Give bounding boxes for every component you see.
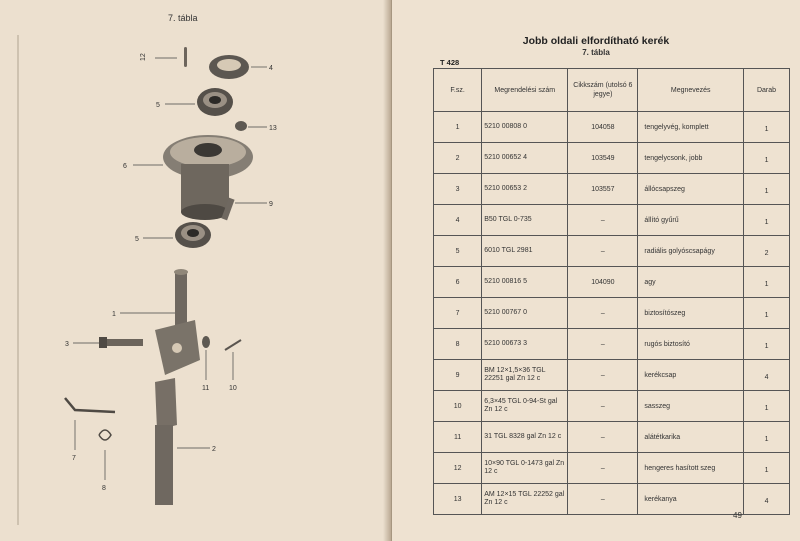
- part-13-nut: [235, 121, 267, 131]
- cell-part-name: kerékanya: [638, 484, 744, 515]
- cell-order-number: 10×90 TGL 0-1473 gal Zn 12 c: [482, 453, 568, 484]
- cell-quantity: 1: [744, 112, 790, 143]
- part-2-stub-axle: [155, 378, 210, 505]
- cell-article-number: 103549: [568, 143, 638, 174]
- cell-order-number: B50 TGL 0-735: [482, 205, 568, 236]
- cell-quantity: 1: [744, 298, 790, 329]
- cell-order-number: 31 TGL 8328 gal Zn 12 c: [482, 422, 568, 453]
- cell-part-name: alátétkarika: [638, 422, 744, 453]
- table-row: [434, 360, 790, 391]
- cell-fsz: 9: [434, 360, 482, 391]
- cell-fsz: 5: [434, 236, 482, 267]
- cell-order-number: 5210 00816 5: [482, 267, 568, 298]
- cell-order-number: AM 12×15 TGL 22252 gal Zn 12 c: [482, 484, 568, 515]
- part-8-spring-clip: [99, 430, 111, 480]
- callout-7: 7: [72, 455, 76, 462]
- cell-part-name: kerékcsap: [638, 360, 744, 391]
- table-header-row: [434, 69, 790, 112]
- cell-part-name: állócsapszeg: [638, 174, 744, 205]
- cell-order-number: 5210 00808 0: [482, 112, 568, 143]
- col-header-name: Megnevezés: [638, 69, 744, 112]
- left-page-title: 7. tábla: [168, 13, 198, 23]
- cell-quantity: 4: [744, 484, 790, 515]
- table-row: [434, 174, 790, 205]
- callout-8: 8: [102, 485, 106, 492]
- part-5-bearing-upper: [165, 88, 233, 116]
- cell-quantity: 1: [744, 174, 790, 205]
- cell-part-name: tengelyvég, komplett: [638, 112, 744, 143]
- cell-fsz: 8: [434, 329, 482, 360]
- part-1-axle-end: [120, 269, 200, 375]
- cell-article-number: –: [568, 391, 638, 422]
- callout-13: 13: [269, 125, 277, 132]
- parts-table: [433, 68, 790, 506]
- table-row: [434, 329, 790, 360]
- callout-11: 11: [202, 385, 210, 392]
- table-row: [434, 422, 790, 453]
- part-7-locking-pin: [65, 398, 115, 450]
- callout-2: 2: [212, 446, 216, 453]
- col-header-article: Cikkszám (utolsó 6 jegye): [568, 69, 638, 112]
- col-header-order: Megrendelési szám: [482, 69, 568, 112]
- callout-5a: 5: [156, 102, 160, 109]
- cell-quantity: 1: [744, 267, 790, 298]
- cell-fsz: 6: [434, 267, 482, 298]
- cell-part-name: rugós biztosító: [638, 329, 744, 360]
- cell-part-name: agy: [638, 267, 744, 298]
- table-row: [434, 205, 790, 236]
- callout-10: 10: [229, 385, 237, 392]
- table-row: [434, 484, 790, 515]
- cell-fsz: 4: [434, 205, 482, 236]
- cell-article-number: 104058: [568, 112, 638, 143]
- exploded-parts-diagram: [15, 30, 380, 530]
- cell-article-number: –: [568, 329, 638, 360]
- callout-3: 3: [65, 341, 69, 348]
- part-3-bolt: [73, 337, 143, 348]
- right-page: [392, 0, 800, 541]
- cell-article-number: –: [568, 360, 638, 391]
- cell-article-number: 103557: [568, 174, 638, 205]
- table-row: [434, 267, 790, 298]
- table-code: T 428: [440, 58, 460, 67]
- callout-4: 4: [269, 65, 273, 72]
- part-5-bearing-lower: [143, 222, 211, 248]
- cell-article-number: –: [568, 236, 638, 267]
- callout-6: 6: [123, 163, 127, 170]
- callout-5b: 5: [135, 236, 139, 243]
- cell-quantity: 1: [744, 329, 790, 360]
- cell-quantity: 1: [744, 453, 790, 484]
- part-12-pin: [155, 47, 187, 67]
- part-4-ring: [209, 55, 267, 79]
- cell-part-name: sasszeg: [638, 391, 744, 422]
- cell-article-number: –: [568, 422, 638, 453]
- cell-part-name: radiális golyóscsapágy: [638, 236, 744, 267]
- table-row: [434, 236, 790, 267]
- page-number: 49: [733, 511, 742, 520]
- cell-part-name: tengelycsonk, jobb: [638, 143, 744, 174]
- cell-fsz: 13: [434, 484, 482, 515]
- cell-article-number: –: [568, 453, 638, 484]
- part-9-stud: [221, 198, 267, 221]
- part-10-cotter: [225, 340, 241, 380]
- part-11-washer: [202, 336, 210, 380]
- cell-article-number: 104090: [568, 267, 638, 298]
- cell-part-name: hengeres hasított szeg: [638, 453, 744, 484]
- cell-part-name: állító gyűrű: [638, 205, 744, 236]
- cell-order-number: BM 12×1,5×36 TGL 22251 gal Zn 12 c: [482, 360, 568, 391]
- cell-article-number: –: [568, 298, 638, 329]
- table-row: [434, 143, 790, 174]
- part-6-hub: [133, 135, 253, 220]
- col-header-qty: Darab: [744, 69, 790, 112]
- cell-article-number: –: [568, 484, 638, 515]
- table-row: [434, 298, 790, 329]
- table-row: [434, 112, 790, 143]
- cell-fsz: 2: [434, 143, 482, 174]
- cell-part-name: biztosítószeg: [638, 298, 744, 329]
- callout-12: 12: [140, 53, 147, 61]
- cell-fsz: 1: [434, 112, 482, 143]
- cell-order-number: 5210 00767 0: [482, 298, 568, 329]
- cell-quantity: 1: [744, 422, 790, 453]
- cell-order-number: 5210 00673 3: [482, 329, 568, 360]
- cell-order-number: 6010 TGL 2981: [482, 236, 568, 267]
- cell-order-number: 6,3×45 TGL 0-94-St gal Zn 12 c: [482, 391, 568, 422]
- callout-1: 1: [112, 311, 116, 318]
- cell-order-number: 5210 00652 4: [482, 143, 568, 174]
- table-row: [434, 391, 790, 422]
- cell-fsz: 11: [434, 422, 482, 453]
- table-row: [434, 453, 790, 484]
- cell-order-number: 5210 00653 2: [482, 174, 568, 205]
- right-page-subtitle: 7. tábla: [582, 48, 610, 57]
- cell-quantity: 1: [744, 391, 790, 422]
- cell-quantity: 4: [744, 360, 790, 391]
- left-page: [0, 0, 392, 541]
- cell-quantity: 2: [744, 236, 790, 267]
- col-header-fsz: F.sz.: [434, 69, 482, 112]
- cell-fsz: 12: [434, 453, 482, 484]
- right-page-title: Jobb oldali elfordítható kerék: [522, 35, 670, 47]
- cell-article-number: –: [568, 205, 638, 236]
- callout-9: 9: [269, 201, 273, 208]
- cell-fsz: 3: [434, 174, 482, 205]
- cell-fsz: 7: [434, 298, 482, 329]
- cell-quantity: 1: [744, 143, 790, 174]
- cell-fsz: 10: [434, 391, 482, 422]
- cell-quantity: 1: [744, 205, 790, 236]
